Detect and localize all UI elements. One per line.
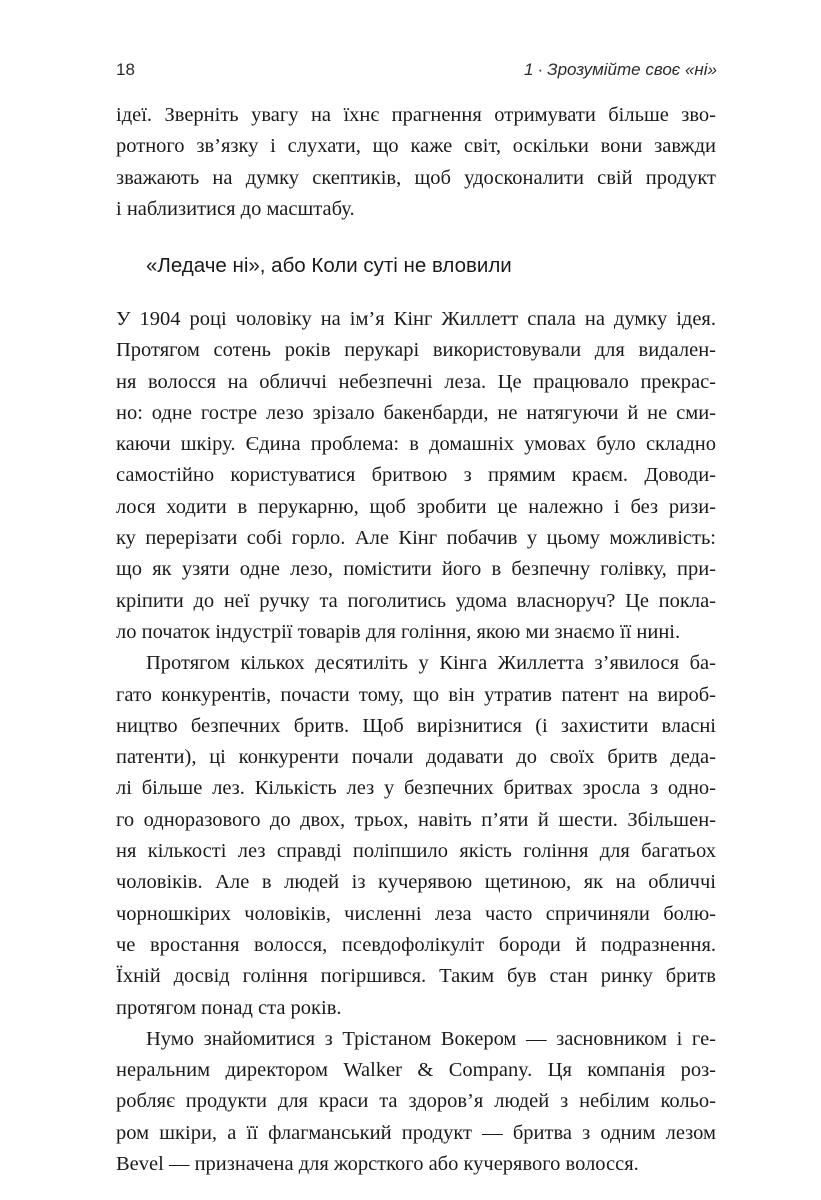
main-text: [116, 304, 716, 1180]
text-line: протягом понад ста років.: [116, 996, 342, 1019]
text-line: но: одне гостре лезо зрізало бакенбарди, не натягуючи й не сми-: [116, 401, 716, 424]
text-line: лі більше лез. Кількість лез у безпечних бритвах зросла з одно-: [116, 777, 716, 800]
text-line: ідеї. Зверніть увагу на їхнє прагнення отримувати більше зво-: [116, 104, 716, 126]
text-line: каючи шкіру. Єдина проблема: в домашніх умовах було складно: [116, 433, 716, 456]
page-number: 18: [116, 60, 135, 79]
paragraph-3: [116, 1024, 716, 1180]
text-line: Протягом сотень років перукарі використовували для видален-: [116, 339, 716, 362]
text-line: ня кількості лез справді поліпшило якість гоління для багатьох: [116, 840, 716, 863]
header-separator: ·: [537, 60, 544, 79]
text-line: зважають на думку скептиків, щоб удосконалити свій продукт: [116, 166, 716, 189]
text-line: самостійно користуватися бритвою з прямим краєм. Доводи-: [116, 464, 716, 487]
text-line: ло початок індустрії товарів для гоління, якою ми знаємо її нині.: [116, 620, 681, 643]
paragraph-2: [116, 648, 716, 1024]
text-line: лося ходити в перукарню, щоб зробити це належно і без ризи-: [116, 495, 716, 518]
chapter-title: Зрозумійте своє «ні»: [547, 60, 717, 79]
text-line: У 1904 році чоловіку на ім’я Кінг Жиллетт спала на думку ідея.: [116, 308, 716, 330]
text-line: що як узяти одне лезо, помістити його в безпечну голівку, при-: [116, 558, 716, 581]
chapter-number: 1: [524, 60, 534, 79]
text-line: Нумо знайомитися з Трістаном Вокером — засновником і ге-: [146, 1027, 716, 1050]
text-line: робляє продукти для краси та здоров’я людей з небілим кольо-: [116, 1090, 716, 1113]
text-line: ництво безпечних бритв. Щоб вирізнитися (і захистити власні: [116, 714, 716, 737]
text-line: Протягом кількох десятиліть у Кінга Жиллетта з’явилося ба-: [146, 652, 716, 675]
text-line: го одноразового до двох, трьох, навіть п’яти й шести. Збільшен-: [116, 808, 716, 831]
text-line: ром шкіри, а її флагманський продукт — бритва з одним лезом: [116, 1121, 716, 1144]
text-line: Їхній досвід гоління погіршився. Таким був стан ринку бритв: [116, 965, 716, 988]
text-line: че вростання волосся, псевдофолікуліт бороди й подразнення.: [116, 933, 716, 956]
text-line: ротного зв’язку і слухати, що каже світ, оскільки вони завжди: [116, 135, 716, 158]
text-line: чоловіків. Але в людей із кучерявою щетиною, як на обличчі: [116, 871, 716, 894]
text-line: патенти), ці конкуренти почали додавати до своїх бритв деда-: [116, 746, 716, 769]
text-line: неральним директором Walker & Company. Ця компанія роз-: [116, 1059, 716, 1082]
running-header: [524, 60, 717, 80]
text-line: Bevel — призначена для жорсткого або кучерявого волосся.: [116, 1153, 639, 1176]
text-line: чорношкірих чоловіків, численні леза часто спричиняли болю-: [116, 902, 716, 925]
text-line: гато конкурентів, почасти тому, що він утратив патент на вироб-: [116, 683, 716, 706]
text-line: ку перерізати собі горло. Але Кінг побачив у цьому можливість:: [116, 527, 716, 550]
text-line: кріпити до неї ручку та поголитись удома власноруч? Це покла-: [116, 589, 716, 612]
section-heading: «Ледаче ні», або Коли суті не вловили: [146, 254, 512, 277]
paragraph-1: [116, 304, 716, 648]
intro-paragraph: [116, 100, 716, 225]
text-line: ня волосся на обличчі небезпечні леза. Це працювало прекрас-: [116, 370, 716, 393]
text-line: і наблизитися до масштабу.: [116, 197, 355, 220]
